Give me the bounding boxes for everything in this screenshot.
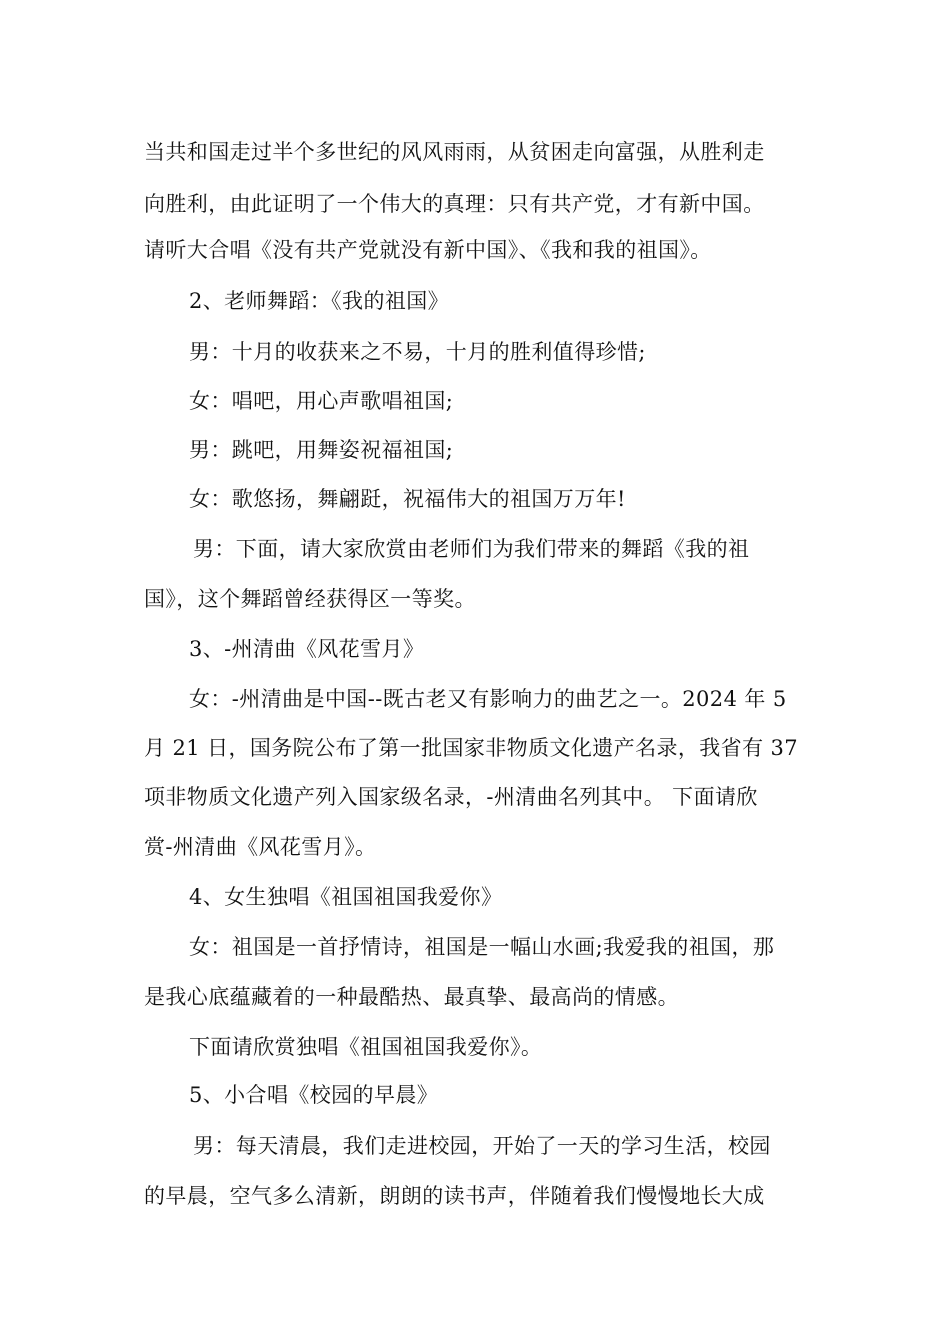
text-line: 国》，这个舞蹈曾经获得区一等奖。 bbox=[144, 587, 476, 611]
text-line: 赏-州清曲《风花雪月》。 bbox=[144, 835, 377, 859]
text-line: 的早晨，空气多么清新，朗朗的读书声，伴随着我们慢慢地长大成 bbox=[144, 1184, 765, 1208]
text-line: 当共和国走过半个多世纪的风风雨雨，从贫困走向富强，从胜利走 bbox=[144, 140, 765, 164]
text-line: 向胜利，由此证明了一个伟大的真理：只有共产党，才有新中国。 bbox=[144, 192, 765, 216]
text-line: 女：祖国是一首抒情诗，祖国是一幅山水画;我爱我的祖国，那 bbox=[189, 935, 775, 959]
section-heading: 4、女生独唱《祖国祖国我爱你》 bbox=[189, 885, 503, 909]
text-line: 男：每天清晨，我们走进校园，开始了一天的学习生活，校园 bbox=[193, 1134, 771, 1158]
text-line: 下面请欣赏独唱《祖国祖国我爱你》。 bbox=[189, 1035, 543, 1059]
section-heading: 5、小合唱《校园的早晨》 bbox=[189, 1083, 439, 1107]
text-line: 女：-州清曲是中国--既古老又有影响力的曲艺之一。2024 年 5 bbox=[189, 687, 787, 711]
text-line: 男：十月的收获来之不易，十月的胜利值得珍惜; bbox=[189, 340, 646, 364]
text-line: 请听大合唱《没有共产党就没有新中国》、《我和我的祖国》。 bbox=[144, 238, 712, 262]
text-line: 项非物质文化遗产列入国家级名录，-州清曲名列其中。 下面请欣 bbox=[144, 785, 758, 809]
text-line: 是我心底蕴藏着的一种最酷热、最真挚、最高尚的情感。 bbox=[144, 985, 679, 1009]
text-line: 男：下面，请大家欣赏由老师们为我们带来的舞蹈《我的祖 bbox=[193, 537, 750, 561]
text-line: 女：歌悠扬，舞翩跹，祝福伟大的祖国万万年! bbox=[189, 487, 626, 511]
section-heading: 3、-州清曲《风花雪月》 bbox=[189, 637, 425, 661]
section-heading: 2、老师舞蹈：《我的祖国》 bbox=[189, 289, 450, 313]
text-line: 女：唱吧，用心声歌唱祖国; bbox=[189, 389, 454, 413]
text-line: 男：跳吧，用舞姿祝福祖国; bbox=[189, 438, 454, 462]
text-line: 月 21 日，国务院公布了第一批国家非物质文化遗产名录，我省有 37 bbox=[144, 736, 799, 760]
